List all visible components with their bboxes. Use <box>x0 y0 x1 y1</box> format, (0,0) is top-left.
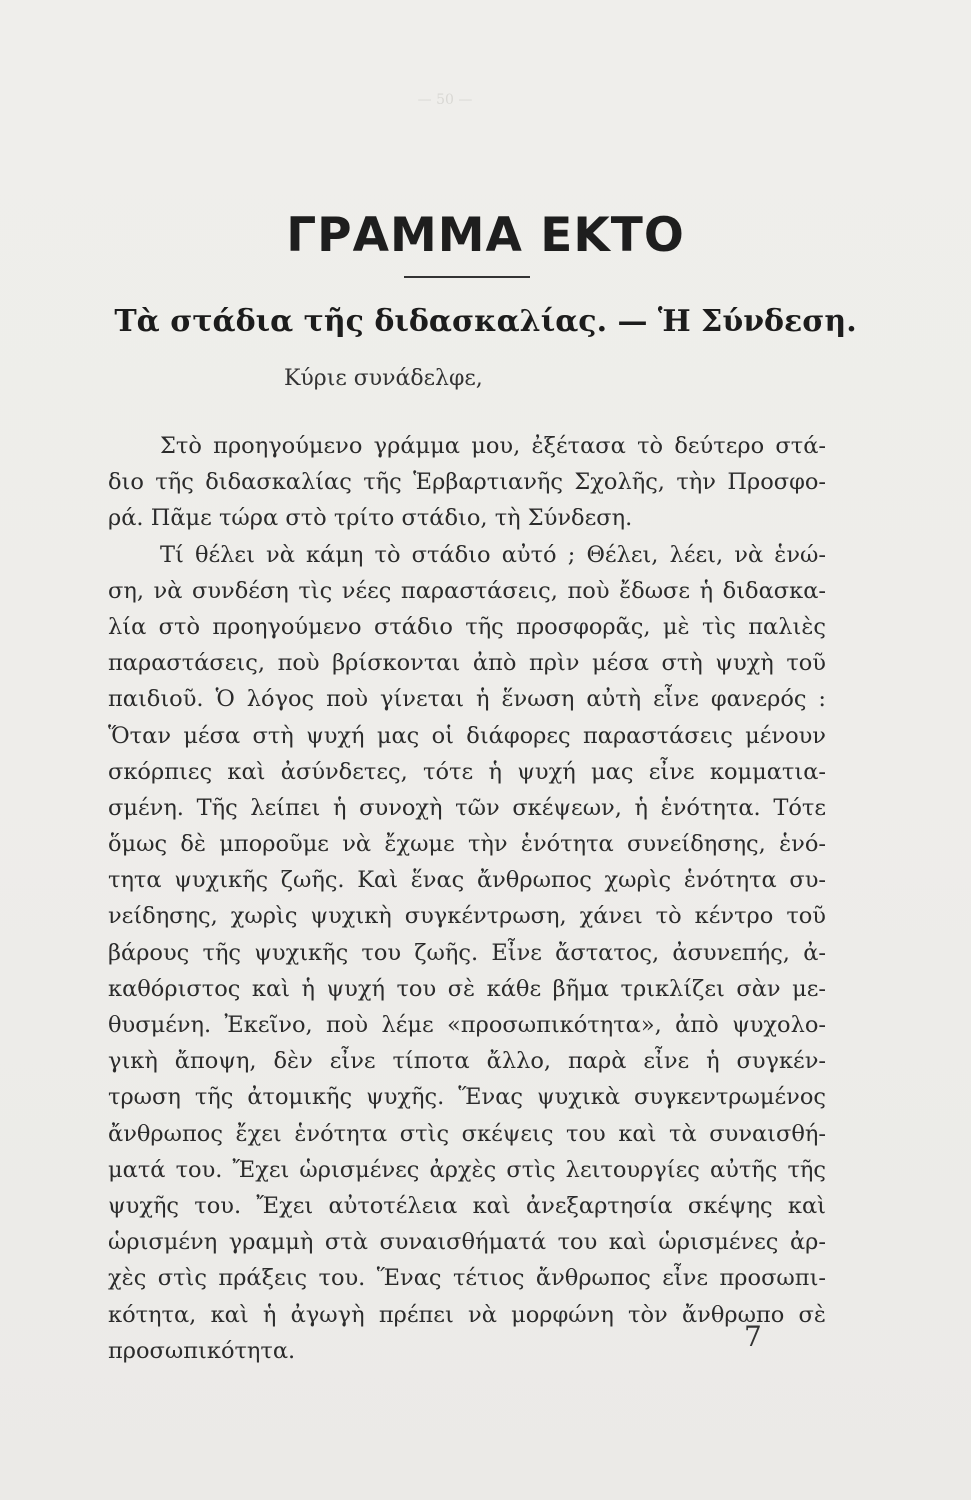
chapter-subtitle: Τὰ στάδια τῆς διδασκαλίας. — Ἡ Σύνδεση. <box>114 304 857 339</box>
text-line: Ὅταν μέσα στὴ ψυχή μας οἱ διάφορες παραστάσεις μένουν <box>108 722 826 749</box>
text-line: Τί θέλει νὰ κάμη τὸ στάδιο αὐτό ; Θέλει, λέει, νὰ ἑνώ- <box>160 541 826 568</box>
text-line: Στὸ προηγούμενο γράμμα μου, ἐξέτασα τὸ δεύτερο στά- <box>160 433 826 459</box>
text-line: γικὴ ἄποψη, δὲν εἶνε τίποτα ἄλλο, παρὰ εἶνε ἡ συγκέν- <box>108 1048 826 1075</box>
text-line: βάρους τῆς ψυχικῆς του ζωῆς. Εἶνε ἄστατος, ἀσυνεπής, ἀ- <box>108 939 826 966</box>
text-line: θυσμένη. Ἐκεῖνο, ποὺ λέμε «προσωπικότητα», ἀπὸ ψυχολο- <box>108 1012 826 1038</box>
title-rule <box>404 276 530 278</box>
text-line: χὲς στὶς πράξεις του. Ἕνας τέτιος ἄνθρωπος εἶνε προσωπι- <box>108 1265 826 1292</box>
text-line: ψυχῆς του. Ἔχει αὐτοτέλεια καὶ ἀνεξαρτησία σκέψης καὶ <box>108 1192 826 1219</box>
text-line: ἄνθρωπος ἔχει ἑνότητα στὶς σκέψεις του καὶ τὰ συναισθή- <box>108 1120 826 1147</box>
text-line: σκόρπιες καὶ ἀσύνδετες, τότε ἡ ψυχή μας εἶνε κομματια- <box>108 758 826 785</box>
text-line: καθόριστος καὶ ἡ ψυχή του σὲ κάθε βῆμα τρικλίζει σὰν με- <box>108 975 826 1002</box>
text-line: ὅμως δὲ μποροῦμε νὰ ἔχωμε τὴν ἑνότητα συνείδησης, ἑνό- <box>108 831 826 858</box>
text-line: ρά. Πᾶμε τώρα στὸ τρίτο στάδιο, τὴ Σύνδεση. <box>108 505 633 532</box>
text-line: παραστάσεις, ποὺ βρίσκονται ἀπὸ πρὶν μέσα στὴ ψυχὴ τοῦ <box>108 650 826 677</box>
page-number: 7 <box>744 1320 762 1353</box>
chapter-title: ΓΡΑΜΜΑ ΕΚΤΟ <box>286 208 685 263</box>
salutation: Κύριε συνάδελφε, <box>284 366 483 391</box>
text-line: ση, νὰ συνδέση τὶς νέες παραστάσεις, ποὺ ἔδωσε ἡ διδασκα- <box>108 577 826 604</box>
text-line: κότητα, καὶ ἡ ἀγωγὴ πρέπει νὰ μορφώνη τὸν ἄνθρωπο σὲ <box>108 1301 826 1328</box>
text-line: νείδησης, χωρὶς ψυχικὴ συγκέντρωση, χάνει τὸ κέντρο τοῦ <box>108 903 826 930</box>
text-line: προσωπικότητα. <box>108 1337 296 1364</box>
bleed-through-page-mark: — 50 — <box>417 92 473 108</box>
text-line: ὡρισμένη γραμμὴ στὰ συναισθήματά του καὶ ὡρισμένες ἀρ- <box>108 1229 826 1256</box>
text-line: παιδιοῦ. Ὁ λόγος ποὺ γίνεται ἡ ἕνωση αὐτὴ εἶνε φανερός : <box>108 686 826 713</box>
text-line: διο τῆς διδασκαλίας τῆς Ἑρβαρτιανῆς Σχολῆς, τὴν Προσφο- <box>108 469 826 496</box>
body-text <box>108 428 826 1369</box>
text-line: λία στὸ προηγούμενο στάδιο τῆς προσφορᾶς, μὲ τὶς παλιὲς <box>108 613 826 640</box>
text-line: τητα ψυχικῆς ζωῆς. Καὶ ἕνας ἄνθρωπος χωρὶς ἑνότητα συ- <box>108 867 826 894</box>
text-line: ματά του. Ἔχει ὡρισμένες ἀρχὲς στὶς λειτουργίες αὐτῆς τῆς <box>108 1156 826 1183</box>
text-line: τρωση τῆς ἀτομικῆς ψυχῆς. Ἕνας ψυχικὰ συγκεντρωμένος <box>108 1084 826 1111</box>
text-line: σμένη. Τῆς λείπει ἡ συνοχὴ τῶν σκέψεων, ἡ ἑνότητα. Τότε <box>108 794 826 821</box>
